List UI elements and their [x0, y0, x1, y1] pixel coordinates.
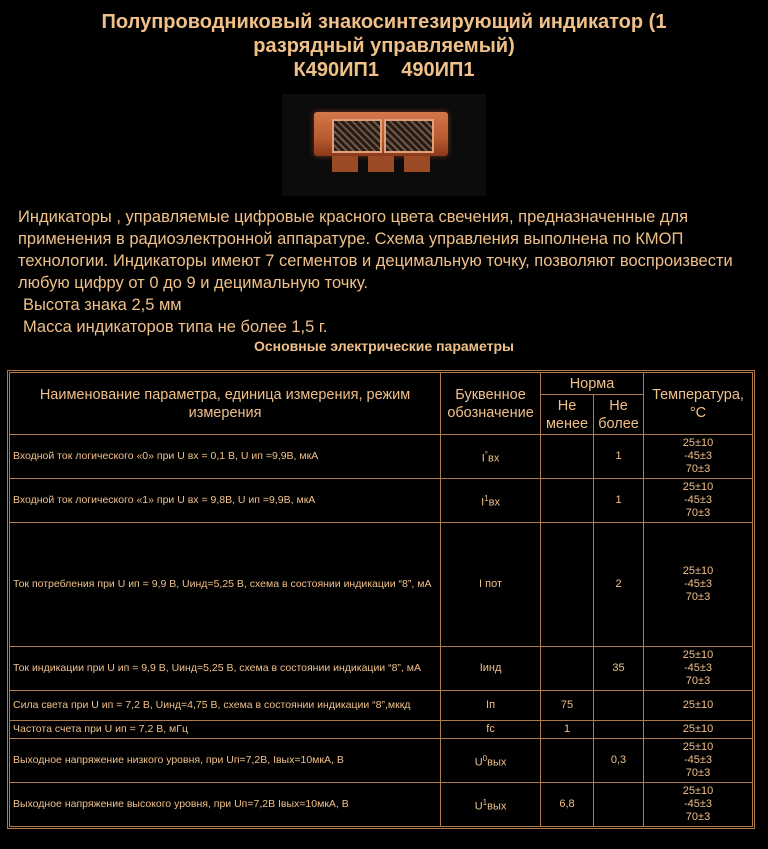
- table-row: [10, 691, 753, 721]
- temp-value: 25±10: [682, 785, 714, 797]
- param-min: [541, 523, 594, 647]
- temp-value: 70±3: [685, 675, 711, 687]
- title-line-3: К490ИП1 490ИП1: [293, 59, 475, 81]
- table-row: [10, 783, 753, 827]
- table-row: [10, 435, 753, 479]
- param-symbol: [441, 739, 541, 783]
- param-temp: [644, 783, 753, 827]
- param-temp: [644, 721, 753, 739]
- symbol-base: U: [474, 756, 483, 769]
- temp-value: 25±10: [682, 481, 714, 493]
- symbol-sup: 1: [484, 493, 489, 503]
- param-min: [541, 647, 594, 691]
- param-max: [594, 783, 644, 827]
- symbol-sub: вых: [487, 756, 507, 769]
- temp-value: 70±3: [685, 463, 711, 475]
- chip-leg: [404, 156, 430, 172]
- param-max: [594, 691, 644, 721]
- param-min: 75: [541, 691, 594, 721]
- param-symbol: [441, 721, 541, 739]
- param-symbol: [441, 479, 541, 523]
- param-max: 0,3: [594, 739, 644, 783]
- param-temp: [644, 691, 753, 721]
- temp-value: -45±3: [683, 494, 713, 506]
- table-title: Основные электрические параметры: [254, 338, 514, 354]
- temp-value: 25±10: [682, 741, 714, 753]
- temp-value: 70±3: [685, 811, 711, 823]
- symbol-sub: вх: [488, 452, 500, 465]
- param-min: [541, 435, 594, 479]
- table-row: [10, 479, 753, 523]
- param-name: Ток потребления при U ип = 9,9 В, Uинд=5,25 В, схема в состоянии индикации “8”, мА: [10, 523, 441, 647]
- indicator-chip-image: [314, 112, 448, 156]
- table-row: [10, 647, 753, 691]
- param-name: Входной ток логического «0» при U вх = 0,1 В, U ип =9,9В, мкА: [10, 435, 441, 479]
- param-max: 1: [594, 435, 644, 479]
- param-temp: [644, 647, 753, 691]
- param-symbol: [441, 691, 541, 721]
- symbol-base: U: [474, 800, 483, 813]
- symbol-base: I: [481, 496, 485, 509]
- temp-value: 25±10: [682, 723, 714, 735]
- parameters-table: [9, 372, 753, 827]
- temp-value: -45±3: [683, 450, 713, 462]
- chip-leg: [368, 156, 394, 172]
- param-temp: [644, 435, 753, 479]
- param-max: 1: [594, 479, 644, 523]
- param-temp: [644, 739, 753, 783]
- chip-leg: [332, 156, 358, 172]
- param-min: 1: [541, 721, 594, 739]
- param-temp: [644, 479, 753, 523]
- param-temp: [644, 523, 753, 647]
- symbol-sup: 1: [482, 797, 488, 807]
- symbol-sub: вых: [487, 800, 507, 813]
- temp-value: -45±3: [683, 662, 713, 674]
- param-max: 2: [594, 523, 644, 647]
- param-min: 6,8: [541, 783, 594, 827]
- temp-value: 25±10: [682, 699, 714, 711]
- chip-window-left: [332, 119, 382, 153]
- mass: Масса индикаторов типа не более 1,5 г.: [23, 318, 328, 336]
- param-name: Входной ток логического «1» при U вх = 9,8В, U ип =9,9В, мкА: [10, 479, 441, 523]
- symbol-base: I пот: [479, 578, 503, 590]
- symbol-base: I: [481, 452, 485, 465]
- header-name: Наименование параметра, единица измерения, режим измерения: [10, 373, 441, 435]
- page-title: [0, 10, 768, 82]
- symbol-base: fc: [486, 723, 495, 735]
- header-norm: Норма: [541, 373, 644, 395]
- param-name: Сила света при U ип = 7,2 В, Uинд=4,75 В, схема в состоянии индикации “8”,мккд: [10, 691, 441, 721]
- sign-height: Высота знака 2,5 мм: [23, 296, 182, 314]
- param-symbol: [441, 435, 541, 479]
- header-min: Не менее: [541, 395, 594, 435]
- temp-value: 70±3: [685, 591, 711, 603]
- table-row: [10, 739, 753, 783]
- chip-window-right: [384, 119, 434, 153]
- temp-value: 25±10: [682, 649, 714, 661]
- param-symbol: [441, 647, 541, 691]
- symbol-sub: вх: [488, 496, 500, 509]
- param-max: [594, 721, 644, 739]
- table-row: [10, 721, 753, 739]
- temp-value: -45±3: [683, 798, 713, 810]
- temp-value: -45±3: [683, 578, 713, 590]
- title-line-2: разрядный управляемый): [253, 35, 515, 57]
- header-max: Не более: [594, 395, 644, 435]
- temp-value: -45±3: [683, 754, 713, 766]
- param-name: Выходное напряжение низкого уровня, при Uп=7,2В, Iвых=10мкА, В: [10, 739, 441, 783]
- param-max: 35: [594, 647, 644, 691]
- param-min: [541, 739, 594, 783]
- temp-value: 25±10: [682, 437, 714, 449]
- description: [18, 206, 750, 338]
- param-symbol: [441, 783, 541, 827]
- header-temp: Температура, °С: [644, 373, 753, 435]
- temp-value: 70±3: [685, 507, 711, 519]
- symbol-base: Iп: [486, 699, 496, 711]
- indicator-photo: [282, 94, 486, 196]
- param-name: Частота счета при U ип = 7,2 В, мГц: [10, 721, 441, 739]
- param-symbol: [441, 523, 541, 647]
- param-name: Выходное напряжение высокого уровня, при Uп=7,2В Iвых=10мкА, В: [10, 783, 441, 827]
- description-paragraph: Индикаторы , управляемые цифровые красного цвета свечения, предназначенные для применения в радиоэлектронной аппаратуре. Схема управления выполнена по КМОП технологии. Индикаторы имеют 7 сегментов и децимальную точку, позволяют воспроизвести любую цифру от 0 до 9 и децимальную точку.: [18, 208, 733, 292]
- temp-value: 25±10: [682, 565, 714, 577]
- symbol-base: Iинд: [479, 662, 502, 674]
- header-symbol: Буквенное обозначение: [441, 373, 541, 435]
- symbol-sup: 0: [482, 753, 488, 763]
- param-min: [541, 479, 594, 523]
- temp-value: 70±3: [685, 767, 711, 779]
- table-row: [10, 523, 753, 647]
- title-line-1: Полупроводниковый знакосинтезирующий индикатор (1: [101, 11, 667, 33]
- param-name: Ток индикации при U ип = 9,9 В, Uинд=5,25 В, схема в состоянии индикации “8”, мА: [10, 647, 441, 691]
- symbol-sup: °: [484, 449, 488, 459]
